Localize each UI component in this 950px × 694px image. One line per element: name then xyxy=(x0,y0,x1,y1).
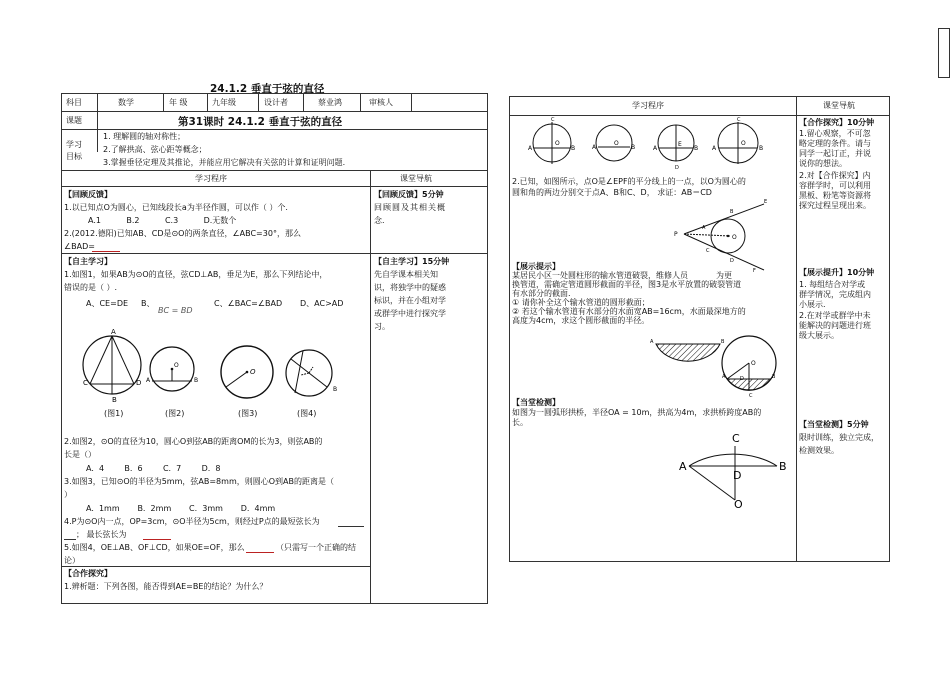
col-header-program: 学习程序 xyxy=(195,174,227,183)
self-study-q1-line1: 1.如图1，如果AB为⊙O的直径，弦CD⊥AB，垂足为E，那么下列结论中， xyxy=(64,270,328,279)
svg-text:B: B xyxy=(759,145,764,152)
option-a: A、CE=DE xyxy=(86,299,129,308)
right-q2-line2: 圆和角的两边分别交于点A、B和C、D， 求证：AB＝CD xyxy=(512,188,712,197)
guide-show-heading: 【展示提升】10分钟 xyxy=(799,268,875,277)
review-q2-line1: 2.(2012.德阳)已知AB、CD是⊙O的两条直径，∠ABC=30°，那么 xyxy=(64,229,301,238)
svg-text:A: A xyxy=(592,144,597,151)
figure-1 xyxy=(76,330,148,410)
subject-label: 科目 xyxy=(66,98,82,107)
page-title: 24.1.2 垂直于弦的直径 xyxy=(210,83,325,95)
guide-coop-line7: 黑板、粉笔等资源将 xyxy=(799,191,871,200)
self-study-q2-line1: 2.如图2，⊙O的直径为10，圆心O到弦AB的距离OM的长为3，则弦AB的 xyxy=(64,437,323,446)
designer-label: 设计者 xyxy=(264,98,288,107)
coop-figure-circles xyxy=(526,118,771,173)
svg-text:A: A xyxy=(722,374,726,380)
self-study-q5-line1: 5.如图4，OE⊥AB、OF⊥CD，如果OE=OF，那么 xyxy=(64,543,245,552)
figure-2 xyxy=(146,345,202,395)
self-study-q3-options: A. 1mm B. 2mm C. 3mm D. 4mm xyxy=(86,504,276,513)
svg-text:A: A xyxy=(712,145,717,152)
guide-coop-line2: 略定理的条件。请与 xyxy=(799,139,871,148)
svg-text:C: C xyxy=(551,117,555,123)
guide-show-line5: 能解决的问题进行班 xyxy=(799,321,871,330)
self-study-q3-line1: 3.如图3，已知⊙O的半径为5mm，弦AB=8mm，则圆心O到AB的距离是（ xyxy=(64,477,334,486)
svg-text:D: D xyxy=(740,376,744,382)
margin-tab xyxy=(938,28,950,78)
right-col-header-program: 学习程序 xyxy=(632,101,664,110)
self-study-guide-line2: 识，将独学中的疑惑 xyxy=(374,283,446,292)
svg-text:E: E xyxy=(678,141,682,148)
guide-check-heading: 【当堂检测】5分钟 xyxy=(799,420,869,429)
figure-3-caption: (图3) xyxy=(238,409,258,418)
review-q1: 1.以已知点O为圆心，已知线段长a为半径作圆，可以作（ ）个. xyxy=(64,203,288,212)
svg-text:B: B xyxy=(112,396,117,404)
svg-text:A: A xyxy=(650,339,654,345)
svg-text:B: B xyxy=(721,339,725,345)
coop-q1: 1.辨析题：下列各图，能否得到AE=BE的结论？为什么？ xyxy=(64,582,268,591)
coop-circle-2 xyxy=(592,125,635,161)
answer-blank[interactable] xyxy=(92,251,120,252)
designer-value: 蔡业鸿 xyxy=(318,98,342,107)
guide-coop-line6: 容群学时，可以利用 xyxy=(799,181,871,190)
svg-text:O: O xyxy=(751,360,756,367)
check-line1: 如图为一圆弧形拱桥，半径OA = 10m，拱高为4m，求拱桥跨度AB的 xyxy=(512,408,762,417)
coop-circle-3 xyxy=(653,125,698,171)
self-study-q2-options: A. 4 B. 6 C. 7 D. 8 xyxy=(86,464,221,473)
guide-show-line3: 小展示. xyxy=(799,300,826,309)
svg-text:B: B xyxy=(694,145,699,152)
svg-text:F: F xyxy=(753,268,756,274)
answer-blank[interactable] xyxy=(64,539,76,540)
svg-text:O: O xyxy=(250,368,256,376)
svg-text:B: B xyxy=(772,374,776,380)
svg-text:O: O xyxy=(555,140,560,147)
svg-text:O: O xyxy=(734,498,743,511)
svg-text:B: B xyxy=(779,460,787,473)
option-c: C、∠BAC=∠BAD xyxy=(214,299,283,308)
figure-3 xyxy=(218,345,276,400)
svg-text:B: B xyxy=(571,145,576,152)
self-study-guide-heading: 【自主学习】15分钟 xyxy=(374,257,450,266)
check-line2: 长。 xyxy=(512,418,528,427)
svg-text:C: C xyxy=(83,379,88,387)
svg-text:C: C xyxy=(749,393,753,399)
subject-value: 数学 xyxy=(118,98,134,107)
option-b: B、 xyxy=(141,299,155,308)
svg-text:D: D xyxy=(136,379,142,387)
figure-4 xyxy=(283,347,339,402)
guide-coop-line4: 说你的想法。 xyxy=(799,159,847,168)
svg-text:A: A xyxy=(653,145,658,152)
svg-text:D: D xyxy=(733,469,742,482)
svg-text:D: D xyxy=(675,165,679,171)
right-q2-line1: 2.已知，如图所示，点O是∠EPF的平分线上的一点，以O为圆心的 xyxy=(512,177,746,186)
figure-4-caption: (图4) xyxy=(297,409,317,418)
svg-text:A: A xyxy=(146,377,151,384)
topic-label: 课题 xyxy=(66,116,82,125)
svg-text:P: P xyxy=(674,231,678,238)
svg-text:A: A xyxy=(702,225,706,231)
goal-item-1: 1. 理解圆的轴对称性； xyxy=(103,132,186,141)
coop-circle-1 xyxy=(528,117,575,164)
answer-blank[interactable] xyxy=(246,552,274,553)
svg-text:O: O xyxy=(741,140,746,147)
reviewer-label: 审核人 xyxy=(369,98,393,107)
svg-text:A: A xyxy=(111,328,116,336)
col-header-guide: 课堂导航 xyxy=(400,174,432,183)
guide-check-line2: 检测效果。 xyxy=(799,446,839,455)
angle-bisector-figure xyxy=(672,196,774,276)
show-line6: 高度为4cm，求这个圆形截面的半径。 xyxy=(512,316,650,325)
guide-show-line6: 级大展示。 xyxy=(799,331,839,340)
self-study-guide-line3: 标识，并在小组对学 xyxy=(374,296,446,305)
self-study-heading: 【自主学习】 xyxy=(64,257,112,266)
svg-text:A: A xyxy=(528,145,533,152)
pipe-circle-figure xyxy=(718,334,780,398)
guide-coop-line8: 探究过程呈现出来。 xyxy=(799,201,871,210)
coop-circle-4 xyxy=(712,117,763,164)
guide-show-line2: 群学情况，完成组内 xyxy=(799,290,871,299)
svg-text:C: C xyxy=(706,248,710,254)
goal-item-3: 3.掌握垂径定理及其推论，并能应用它解决有关弦的计算和证明问题. xyxy=(103,158,346,167)
show-line2: 换管道，需确定管道圆形截面的半径，图3是水平放置的破裂管道 xyxy=(512,280,742,289)
show-line4: ① 请你补全这个输水管道的圆形截面； xyxy=(512,298,650,307)
review-q2-line2: ∠BAD= xyxy=(64,242,95,251)
svg-text:B: B xyxy=(194,377,199,384)
show-line1: 某居民小区一处圆柱形的输水管道破裂，维修人员 为更 xyxy=(512,271,732,280)
option-b-formula: BC = BD xyxy=(158,306,193,315)
self-study-q1-line2: 错误的是（ ）. xyxy=(64,283,118,292)
svg-text:B: B xyxy=(730,209,734,215)
review-guide-heading: 【回顾反馈】5分钟 xyxy=(374,190,444,199)
review-q1-options: A.1 B.2 C.3 D.无数个 xyxy=(88,216,237,225)
grade-label: 年 级 xyxy=(169,98,188,107)
svg-text:O: O xyxy=(732,234,737,241)
svg-text:A: A xyxy=(679,460,687,473)
arch-bridge-figure xyxy=(677,428,797,513)
option-d: D、AC>AD xyxy=(300,299,344,308)
svg-text:C: C xyxy=(732,432,740,445)
goals-label-1: 学习 xyxy=(66,140,82,149)
review-guide-line2: 念. xyxy=(374,216,385,225)
figure-2-caption: (图2) xyxy=(165,409,185,418)
self-study-guide-line1: 先自学课本相关知 xyxy=(374,270,438,279)
check-heading: 【当堂检测】 xyxy=(512,398,560,407)
grade-value: 九年级 xyxy=(212,98,236,107)
review-guide-line1: 回顾圆及其相关概 xyxy=(374,203,446,212)
svg-text:O: O xyxy=(174,362,179,369)
goals-label-2: 目标 xyxy=(66,152,82,161)
coop-heading: 【合作探究】 xyxy=(64,569,112,578)
self-study-guide-line4: 或群学中进行探究学 xyxy=(374,309,446,318)
guide-show-line4: 2.在对学或群学中未 xyxy=(799,311,871,320)
self-study-q5-line3: 论） xyxy=(64,556,80,565)
show-line3: 有水部分的截面. xyxy=(512,289,571,298)
guide-coop-line5: 2.对【合作探究】内 xyxy=(799,171,871,180)
guide-coop-line3: 同学一起订正，并说 xyxy=(799,149,871,158)
svg-text:O: O xyxy=(614,140,619,147)
self-study-q4-line1: 4.P为⊙O内一点，OP=3cm，⊙O半径为5cm，则经过P点的最短弦长为 xyxy=(64,517,320,526)
right-col-header-guide: 课堂导航 xyxy=(823,101,855,110)
self-study-q3-line2: ） xyxy=(64,490,72,499)
guide-coop-line1: 1.留心观察，不可忽 xyxy=(799,129,871,138)
svg-text:D: D xyxy=(730,258,734,264)
pipe-section-figure xyxy=(650,330,725,370)
show-heading: 【展示提示】 xyxy=(512,262,560,271)
svg-text:E: E xyxy=(764,199,768,205)
svg-text:B: B xyxy=(631,144,636,151)
self-study-q5-line2: （只需写一个正确的结 xyxy=(276,543,356,552)
guide-check-line1: 限时训练，独立完成， xyxy=(799,433,879,442)
svg-text:B: B xyxy=(333,386,338,393)
answer-blank[interactable] xyxy=(338,526,364,527)
svg-text:C: C xyxy=(737,117,741,123)
guide-coop-heading: 【合作探究】10分钟 xyxy=(799,118,875,127)
show-line5: ② 若这个输水管道有水部分的水面宽AB=16cm，水面最深地方的 xyxy=(512,307,746,316)
topic-value: 第31课时 24.1.2 垂直于弦的直径 xyxy=(178,116,343,128)
self-study-guide-line5: 习。 xyxy=(374,322,390,331)
goal-item-2: 2.了解拱高、弦心距等概念； xyxy=(103,145,207,154)
figure-1-caption: (图1) xyxy=(104,409,124,418)
answer-blank[interactable] xyxy=(143,539,171,540)
guide-show-line1: 1. 每组结合对学或 xyxy=(799,280,866,289)
self-study-q4-line2: ； 最长弦长为 xyxy=(76,530,127,539)
self-study-q2-line2: 长是（） xyxy=(64,450,96,459)
review-heading: 【回顾反馈】 xyxy=(64,190,112,199)
